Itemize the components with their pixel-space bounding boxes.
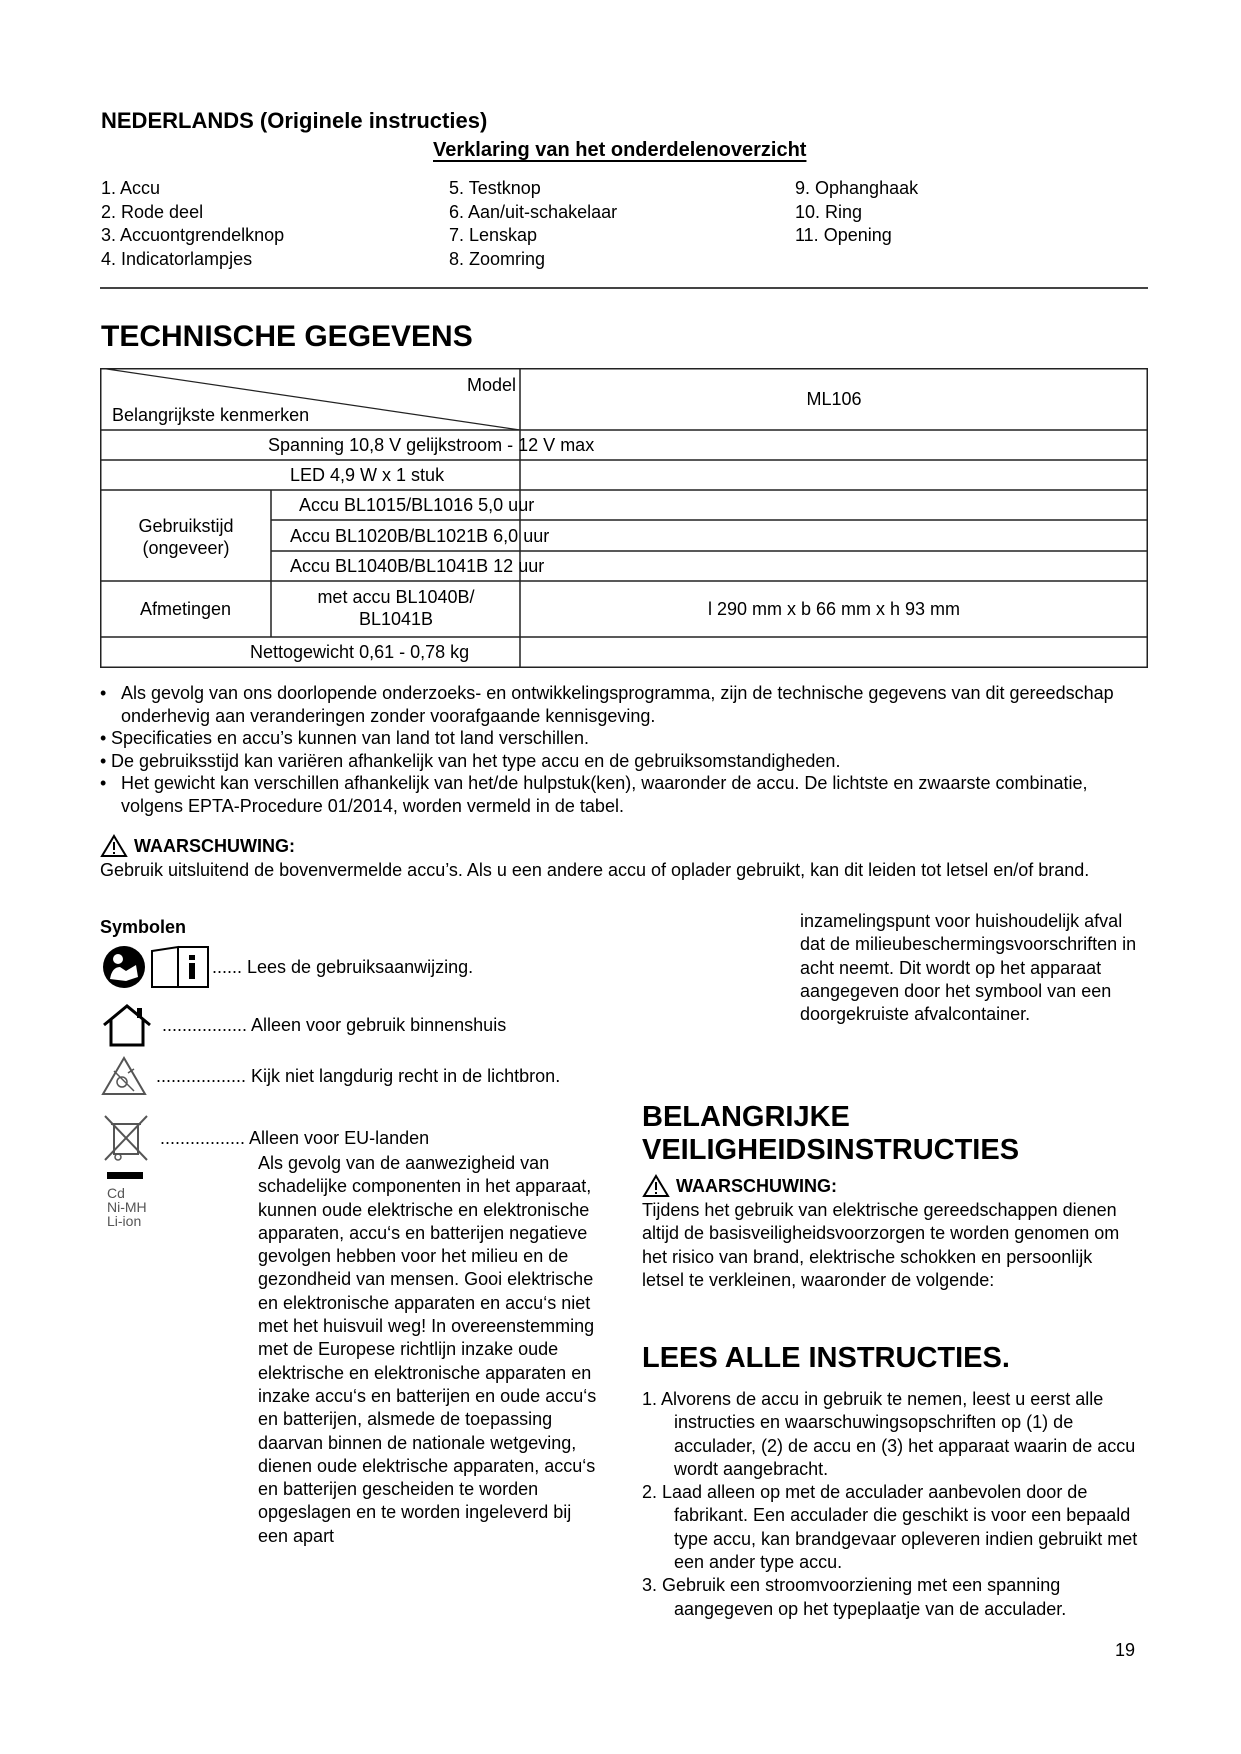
dimensions-label: Afmetingen xyxy=(139,599,232,619)
part-item: 3. Accuontgrendelknop xyxy=(101,225,285,245)
crossed-bin-icon xyxy=(102,1114,152,1162)
safety-title: BELANGRIJKE VEILIGHEIDSINSTRUCTIES xyxy=(642,1101,1020,1166)
parts-title: Verklaring van het onderdelenoverzicht xyxy=(433,139,807,161)
part-item: 5. Testknop xyxy=(449,178,541,198)
safety-warning-heading xyxy=(642,1174,837,1198)
spec-table xyxy=(100,368,1148,668)
voltage-row xyxy=(268,434,594,456)
eu-text-right: inzamelingspunt voor huishoudelijk afval dat de milieubeschermingsvoorschriften in acht neemt. Dit wordt op het apparaat aangegeven door het symbool van een doorgekruiste afvalcontainer. xyxy=(800,911,1137,1025)
warning-triangle-icon xyxy=(642,1174,670,1198)
note-item: • Het gewicht kan verschillen afhankelijk van het/de hulpstuk(ken), waaronder de accu. De lichtste en zwaarste combinatie, volgens EPTA-Procedure 01/2014, worden vermeld in de tabel. xyxy=(100,773,1088,816)
safety-warning-text: Tijdens het gebruik van elektrische gereedschappen dienen altijd de basisveiligheidsvoorzorgen te worden genomen om het risico van brand, elektrische schokken en persoonlijk letsel te verkleinen, waaronder de volgende: xyxy=(642,1200,1120,1290)
runtime-value: 6,0 uur xyxy=(493,526,550,546)
divider xyxy=(100,287,1148,289)
black-bar-icon xyxy=(107,1172,143,1179)
part-item: 10. Ring xyxy=(795,201,863,222)
read-manual-icon xyxy=(102,945,146,989)
warning-heading xyxy=(100,834,295,858)
voltage-value: 10,8 V gelijkstroom - 12 V max xyxy=(349,435,595,455)
warning-title: WAARSCHUWING: xyxy=(676,1175,837,1196)
safety-list xyxy=(642,1388,1142,1621)
warning-text: Gebruik uitsluitend de bovenvermelde accu’s. Als u een andere accu of oplader gebruikt, kan dit leiden tot letsel en/of brand. xyxy=(100,860,1090,880)
battery-chem-labels xyxy=(107,1186,147,1228)
symbol-text: ................. Alleen voor gebruik binnenshuis xyxy=(162,1014,507,1035)
dimensions-sub: met accu BL1040B/ BL1041B xyxy=(317,587,475,629)
read-all-heading: LEES ALLE INSTRUCTIES. xyxy=(642,1342,1010,1374)
part-item: 1. Accu xyxy=(101,178,161,198)
weight-value: 0,61 - 0,78 kg xyxy=(359,642,470,662)
note-item: • Als gevolg van ons doorlopende onderzoeks- en ontwikkelingsprogramma, zijn de technische gegevens van dit gereedschap onderhevig aan veranderingen zonder voorafgaande kennisgeving. xyxy=(100,683,1114,726)
eu-text-left: Als gevolg van de aanwezigheid van schadelijke componenten in het apparaat, kunnen oude elektrische en elektronische apparaten, accu‘s en batterijen negatieve gevolgen hebben voor het milieu en de gezondheid van mensen. Gooi elektrische en elektronische apparaten en accu‘s niet met het huisvuil weg! In overeenstemming met de Europese richtlijn inzake oude elektrische en elektronische apparaten en inzake accu‘s en batterijen en oude accu‘s en batterijen, alsmede de toepassing daarvan binnen de nationale wetgeving, dienen oude elektrische apparaten, accu‘s en batterijen gescheiden te worden opgeslagen en te worden ingeleverd bij een apart xyxy=(258,1153,597,1546)
dimensions-value: l 290 mm x b 66 mm x h 93 mm xyxy=(707,599,961,619)
parts-column-1 xyxy=(101,177,284,271)
runtime-battery: Accu BL1020B/BL1021B xyxy=(290,526,489,546)
warning-triangle-icon xyxy=(100,834,128,858)
symbol-indoor xyxy=(100,1003,506,1047)
part-item: 6. Aan/uit-schakelaar xyxy=(449,201,618,222)
symbol-text: ................. Alleen voor EU-landen xyxy=(160,1127,430,1148)
runtime-value: 12 uur xyxy=(493,556,545,576)
battery-label: Li-ion xyxy=(107,1213,142,1229)
parts-column-2 xyxy=(449,177,617,271)
page-number: 19 xyxy=(1115,1640,1136,1660)
runtime-battery: Accu BL1015/BL1016 xyxy=(299,495,474,515)
safety-item: 2. Laad alleen op met de acculader aanbevolen door de fabrikant. Een acculader die geschikt is voor een bepaald type accu, kan brandgevaar opleveren indien gebruikt met een ander type accu. xyxy=(642,1482,1138,1573)
symbols-title: Symbolen xyxy=(100,917,187,937)
language-title: NEDERLANDS (Originele instructies) xyxy=(101,108,488,133)
part-item: 2. Rode deel xyxy=(101,201,204,222)
led-value: 4,9 W x 1 stuk xyxy=(330,465,445,485)
features-label: Belangrijkste kenmerken xyxy=(112,405,310,425)
battery-label: Cd xyxy=(107,1185,125,1201)
part-item: 8. Zoomring xyxy=(449,248,546,269)
part-item: 9. Ophanghaak xyxy=(795,178,919,198)
part-item: 4. Indicatorlampjes xyxy=(101,248,253,269)
voltage-label: Spanning xyxy=(268,435,345,455)
part-item: 11. Opening xyxy=(795,225,892,245)
manual-book-icon xyxy=(150,945,210,989)
led-label: LED xyxy=(290,465,326,485)
parts-column-3 xyxy=(795,177,918,248)
led-row xyxy=(290,464,444,486)
house-icon xyxy=(100,1003,154,1047)
note-item: • Specificaties en accu’s kunnen van land tot land verschillen. xyxy=(100,728,589,748)
part-item: 7. Lenskap xyxy=(449,225,538,245)
tech-title: TECHNISCHE GEGEVENS xyxy=(101,320,473,353)
battery-label: Ni-MH xyxy=(107,1199,147,1215)
symbol-text: ...... Lees de gebruiksaanwijzing. xyxy=(212,956,474,977)
notes-list xyxy=(100,682,1150,817)
runtime-battery: Accu BL1040B/BL1041B xyxy=(290,556,489,576)
runtime-row xyxy=(290,525,549,547)
symbol-text: .................. Kijk niet langdurig recht in de lichtbron. xyxy=(156,1065,561,1086)
weight-row xyxy=(250,641,469,663)
runtime-row xyxy=(299,494,534,516)
eye-warning-icon xyxy=(100,1055,148,1097)
symbol-no-stare xyxy=(100,1055,560,1097)
runtime-label: Gebruikstijd (ongeveer) xyxy=(138,516,234,558)
warning-title: WAARSCHUWING: xyxy=(134,835,295,856)
safety-item: 3. Gebruik een stroomvoorziening met een spanning aangegeven op het typeplaatje van de acculader. xyxy=(642,1575,1067,1619)
model-value: ML106 xyxy=(806,389,862,409)
runtime-row xyxy=(290,555,544,577)
weight-label: Nettogewicht xyxy=(250,642,355,662)
symbol-read-manual xyxy=(102,945,473,989)
safety-item: 1. Alvorens de accu in gebruik te nemen, leest u eerst alle instructies en waarschuwingsopschriften op (1) de acculader, (2) de accu en (3) het apparaat waarin de accu wordt aangebracht. xyxy=(642,1389,1136,1479)
runtime-value: 5,0 uur xyxy=(478,495,535,515)
note-item: • De gebruiksstijd kan variëren afhankelijk van het type accu en de gebruiksomstandigheden. xyxy=(100,750,841,771)
model-label: Model xyxy=(466,375,516,395)
